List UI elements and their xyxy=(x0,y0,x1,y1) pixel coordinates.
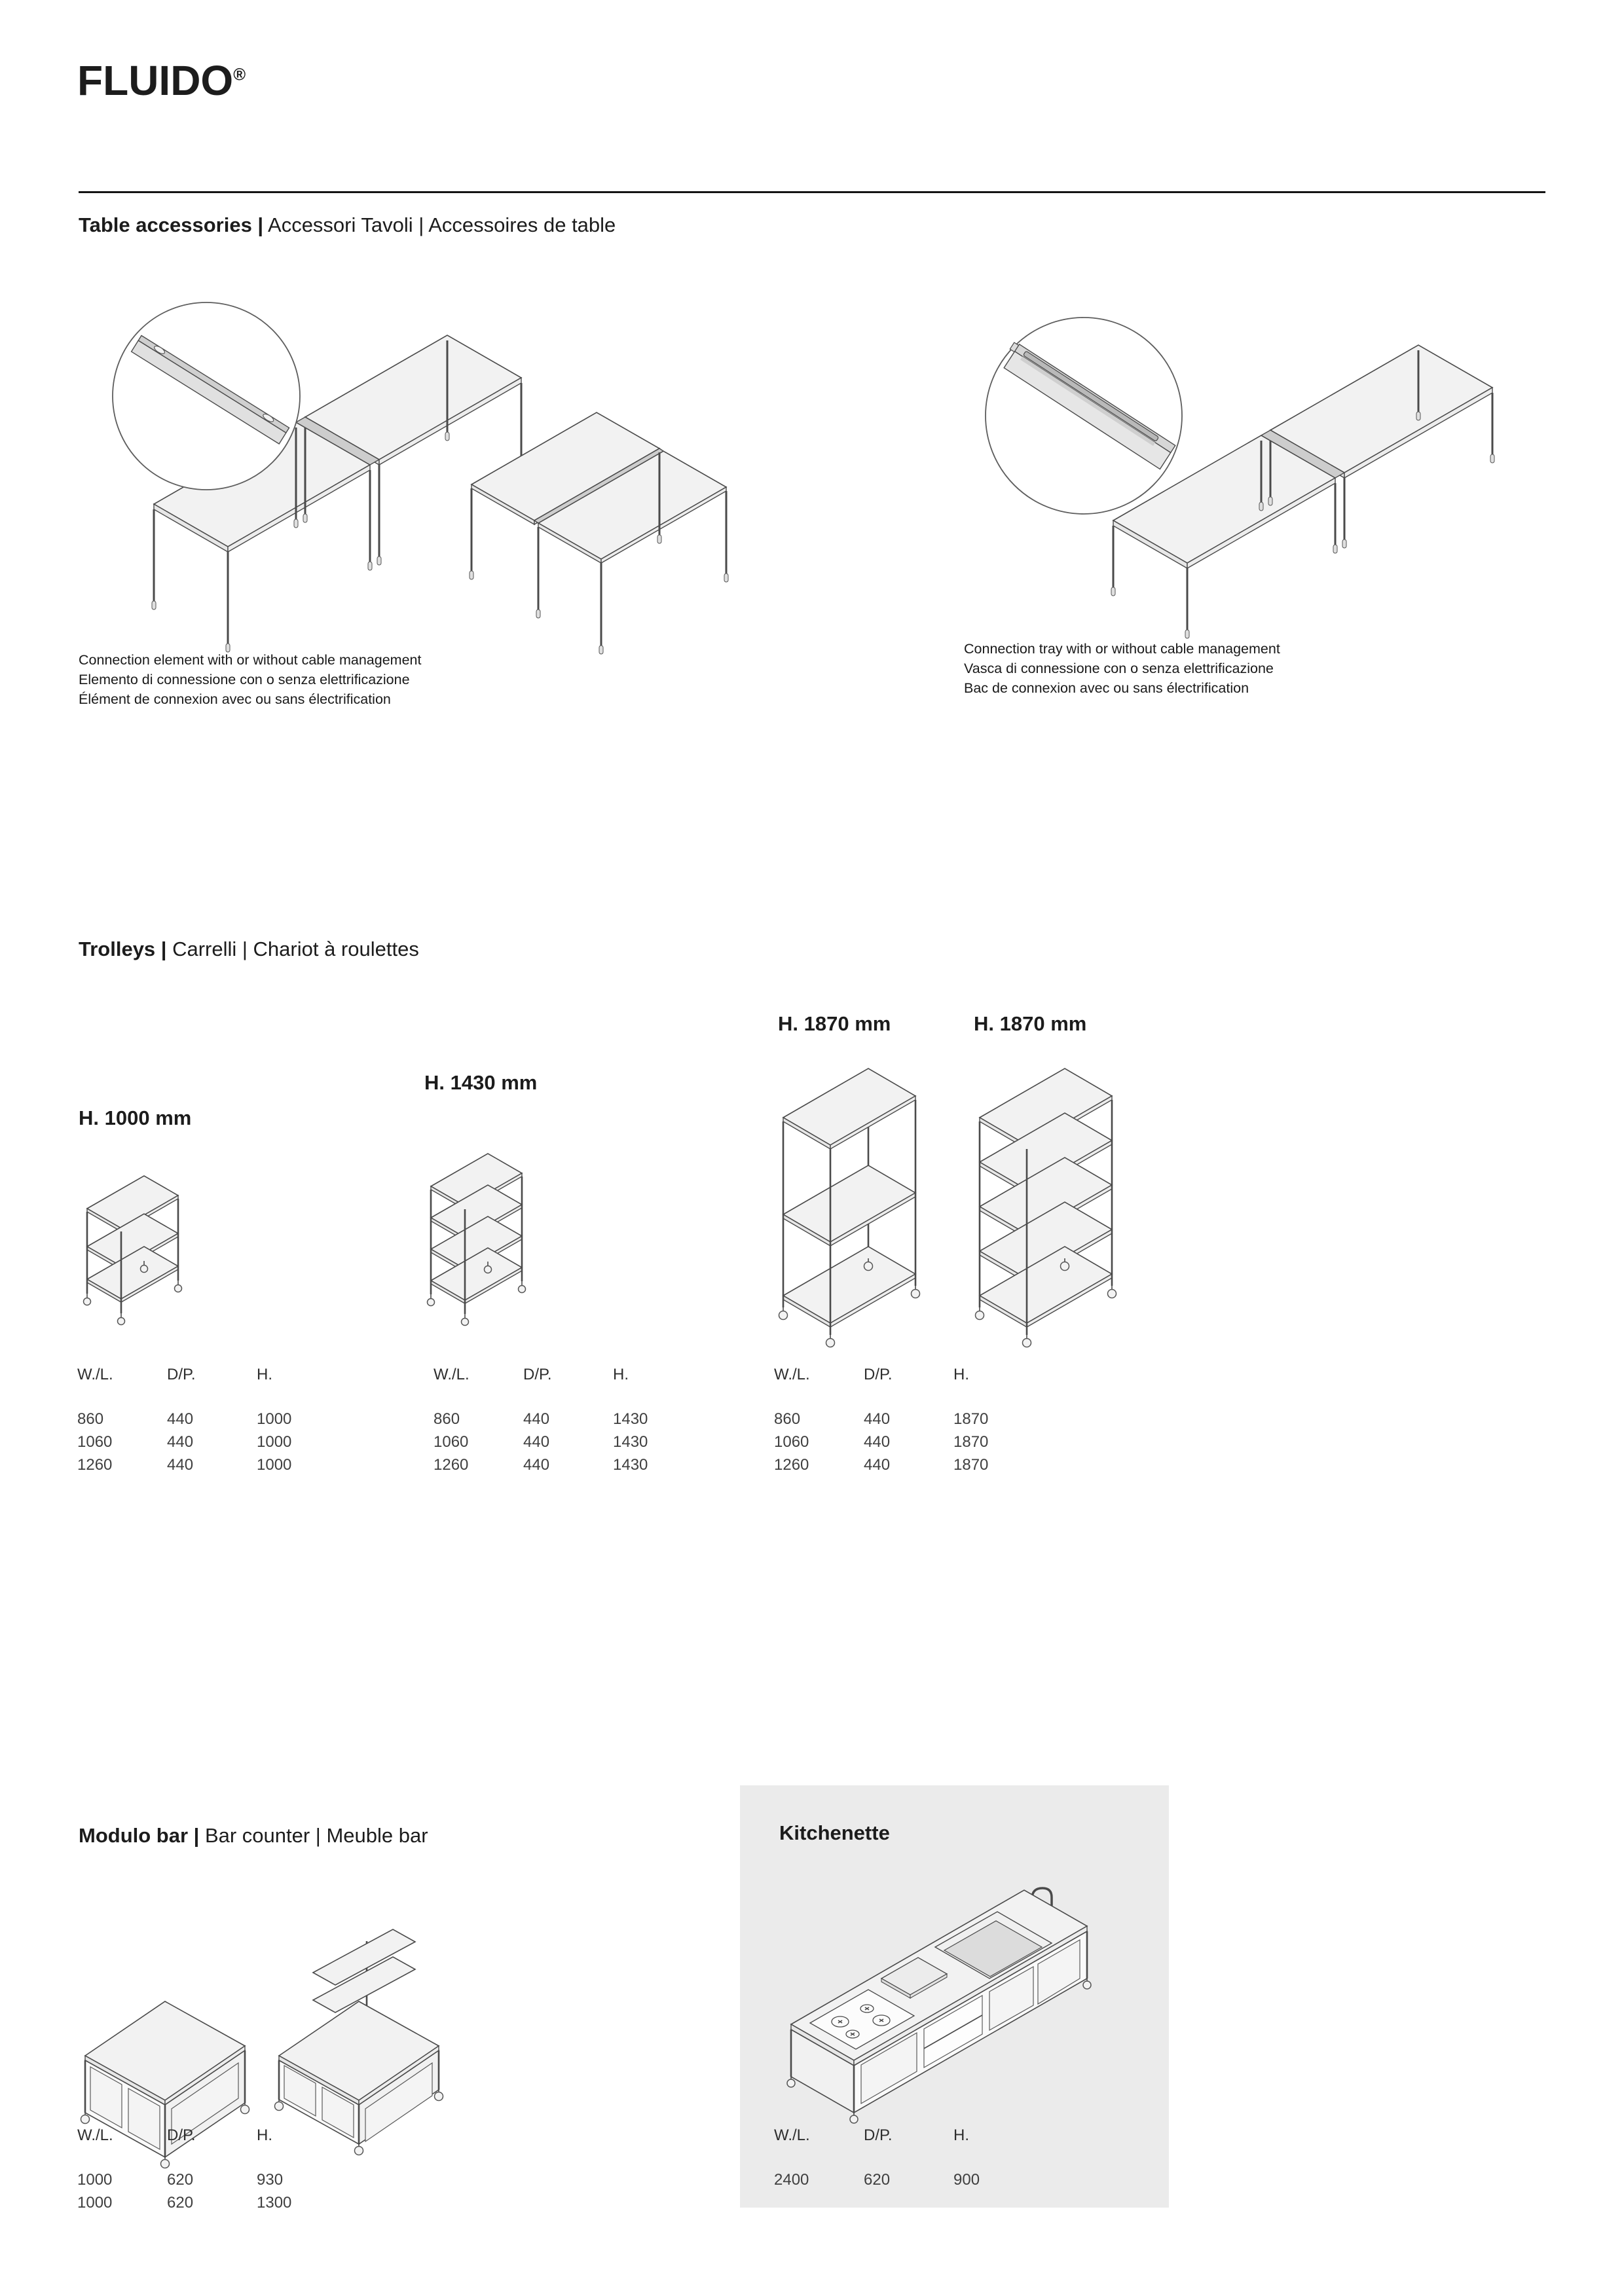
trolley-table-2-rows xyxy=(434,1408,698,1476)
col-header: D/P. xyxy=(864,2126,893,2144)
table-row: 1260 440 1430 xyxy=(434,1456,648,1474)
table-row: 1000 620 930 xyxy=(77,2171,284,2189)
table-row: 1060 440 1870 xyxy=(774,1433,989,1451)
heading-rest: Accessori Tavoli | Accessoires de table xyxy=(263,213,616,236)
heading-rest: Bar counter | Meuble bar xyxy=(199,1824,428,1847)
col-header: W./L. xyxy=(774,2126,810,2144)
col-header: W./L. xyxy=(77,1366,113,1383)
table-row: 860 440 1000 xyxy=(77,1410,292,1428)
heading-rest: Carrelli | Chariot à roulettes xyxy=(166,938,419,960)
col-header: H. xyxy=(953,1366,969,1383)
table-pair-side-by-side xyxy=(470,412,728,654)
trolley-height-label-3: H. 1870 mm xyxy=(778,1012,891,1035)
table-row: 1060 440 1430 xyxy=(434,1433,648,1451)
heading-bold: Trolleys | xyxy=(79,938,167,960)
col-header: H. xyxy=(613,1366,629,1383)
col-header: W./L. xyxy=(774,1366,810,1383)
modulo-bar-riser-illustration xyxy=(267,1902,451,2164)
caption-line: Élément de connexion avec ou sans électrification xyxy=(79,691,391,707)
brand-name: FLUIDO xyxy=(77,57,234,104)
caption-line: Vasca di connessione con o senza elettrificazione xyxy=(964,661,1274,676)
table-row: 860 440 1430 xyxy=(434,1410,648,1428)
divider-rule xyxy=(79,191,1545,193)
section-heading-kitchenette: Kitchenette xyxy=(779,1821,890,1844)
col-header: H. xyxy=(257,2126,272,2144)
trolley-table-3-header xyxy=(774,1366,1039,1384)
kitchenette-illustration xyxy=(771,1867,1145,2128)
caption-line: Bac de connexion avec ou sans électrification xyxy=(964,680,1249,696)
page-title xyxy=(77,56,246,105)
table-row: 1000 620 1300 xyxy=(77,2194,292,2212)
caption-line: Connection tray with or without cable management xyxy=(964,641,1280,657)
heading-bold: Modulo bar | xyxy=(79,1824,200,1847)
section-heading-trolleys xyxy=(79,938,419,961)
section-heading-modulo-bar xyxy=(79,1824,428,1848)
trolley-table-1-header xyxy=(77,1366,342,1384)
trolley-table-2-header xyxy=(434,1366,698,1384)
table-row: 1260 440 1000 xyxy=(77,1456,292,1474)
caption-connection-element xyxy=(79,650,421,709)
table-row: 2400 620 900 xyxy=(774,2171,980,2189)
col-header: H. xyxy=(257,1366,272,1383)
trolley-h1000-illustration xyxy=(75,1164,206,1328)
modulo-bar-table-rows xyxy=(77,2168,342,2214)
col-header: W./L. xyxy=(77,2126,113,2144)
connection-tray-illustration xyxy=(953,285,1509,658)
caption-line: Elemento di connessione con o senza elettrificazione xyxy=(79,672,410,687)
col-header: D/P. xyxy=(167,1366,196,1383)
col-header: H. xyxy=(953,2126,969,2144)
trolley-height-label-4: H. 1870 mm xyxy=(974,1012,1087,1035)
trolley-h1870-5-illustration xyxy=(964,1055,1134,1360)
table-row: 1060 440 1000 xyxy=(77,1433,292,1451)
registered-mark: ® xyxy=(233,65,246,84)
trolley-table-1-rows xyxy=(77,1408,342,1476)
col-header: D/P. xyxy=(864,1366,893,1383)
trolley-h1430-illustration xyxy=(419,1140,550,1327)
trolley-height-label-1: H. 1000 mm xyxy=(79,1106,192,1129)
kitchenette-table-header xyxy=(774,2126,1039,2145)
col-header: W./L. xyxy=(434,1366,470,1383)
heading-bold: Table accessories | xyxy=(79,213,264,236)
section-heading-table-accessories xyxy=(79,213,616,237)
col-header: D/P. xyxy=(523,1366,552,1383)
kitchenette-table-rows xyxy=(774,2168,1039,2191)
caption-line: Connection element with or without cable management xyxy=(79,652,422,668)
trolley-height-label-2: H. 1430 mm xyxy=(424,1071,538,1094)
caption-connection-tray xyxy=(964,639,1280,698)
col-header: D/P. xyxy=(167,2126,196,2144)
table-row: 1260 440 1870 xyxy=(774,1456,989,1474)
connection-element-illustration xyxy=(79,288,733,658)
trolley-table-3-rows xyxy=(774,1408,1039,1476)
table-row: 860 440 1870 xyxy=(774,1410,989,1428)
trolley-h1870-3-illustration xyxy=(767,1055,938,1360)
modulo-bar-table-header xyxy=(77,2126,342,2145)
